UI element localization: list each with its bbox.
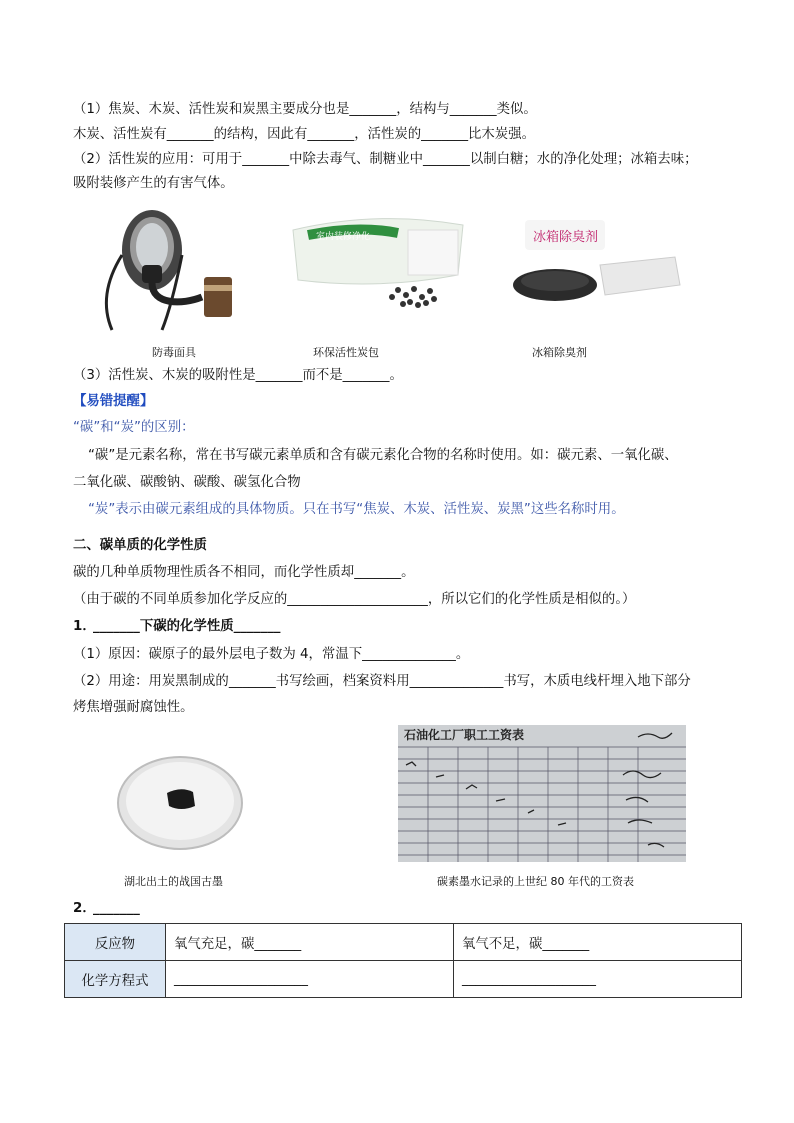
tip-line-2: “碳”是元素名称，常在书写碳元素单质和含有碳元素化合物的名称时使用。如：碳元素、一氧化碳、	[88, 448, 678, 463]
item-2-text: _______	[93, 901, 140, 916]
payroll-image	[398, 725, 686, 862]
caption-payroll: 碳素墨水记录的上世纪 80 年代的工资表	[437, 875, 634, 888]
para-4: 吸附装修产生的有害气体。	[73, 176, 234, 191]
tip-line-4: “炭”表示由碳元素组成的具体物质。只在书写“焦炭、木炭、活性炭、炭黑”这些名称时用。	[88, 502, 625, 517]
s2-para-1: 碳的几种单质物理性质各不相同，而化学性质却_______。	[73, 565, 415, 580]
table-cell: 氧气充足，碳_______	[166, 924, 454, 961]
caption-fridge: 冰箱除臭剂	[532, 346, 587, 359]
para-2: 木炭、活性炭有_______的结构，因此有_______，活性炭的_______比木炭强。	[73, 127, 535, 142]
para-1: （1）焦炭、木炭、活性炭和炭黑主要成分也是_______，结构与_______类似。	[73, 102, 537, 117]
carbon-bag-image	[288, 205, 473, 315]
gas-mask-image	[92, 205, 252, 340]
reaction-table	[64, 923, 742, 998]
ancient-ink-image	[115, 748, 245, 853]
fridge-label: 冰箱除臭剂	[533, 230, 599, 245]
table-row	[65, 924, 742, 961]
bag-label: 室内装修净化	[316, 232, 371, 242]
para-3: （2）活性炭的应用：可用于_______中除去毒气、制糖业中_______以制白糖；水的净化处理；冰箱去味；	[73, 152, 698, 167]
item-1-text: _______下碳的化学性质_______	[93, 619, 281, 634]
table-row	[65, 961, 742, 998]
table-header-reactant: 反应物	[65, 924, 166, 961]
caption-gas-mask: 防毒面具	[152, 346, 196, 359]
section-2-heading: 二、碳单质的化学性质	[73, 538, 207, 553]
tip-line-3: 二氧化碳、碳酸钠、碳酸、碳氢化合物	[73, 475, 301, 490]
tip-title: 【易错提醒】	[73, 394, 154, 409]
table-header-equation: 化学方程式	[65, 961, 166, 998]
table-cell: 氧气不足，碳_______	[454, 924, 742, 961]
para-5: （3）活性炭、木炭的吸附性是_______而不是_______。	[73, 368, 403, 383]
s2-para-2: （由于碳的不同单质参加化学反应的_____________________，所以它们的化学性质是相似的。）	[73, 592, 636, 607]
item-1-num: 1．	[73, 619, 96, 634]
caption-carbon-bag: 环保活性炭包	[313, 346, 379, 359]
tip-line-1: “碳”和“炭”的区别：	[73, 420, 195, 435]
table-cell: ____________________	[166, 961, 454, 998]
s2-para-5: 烤焦增强耐腐蚀性。	[73, 700, 194, 715]
payroll-title: 石油化工厂职工工资表	[404, 728, 525, 742]
s2-para-4: （2）用途：用炭黑制成的_______书写绘画，档案资料用______________书写，木质电线杆埋入地下部分	[73, 674, 691, 689]
table-cell: ____________________	[454, 961, 742, 998]
caption-ancient-ink: 湖北出土的战国古墨	[124, 875, 223, 888]
item-2-num: 2．	[73, 901, 96, 916]
s2-para-3: （1）原因：碳原子的最外层电子数为 4，常温下______________。	[73, 647, 470, 662]
fridge-deodorant-image	[505, 215, 685, 315]
